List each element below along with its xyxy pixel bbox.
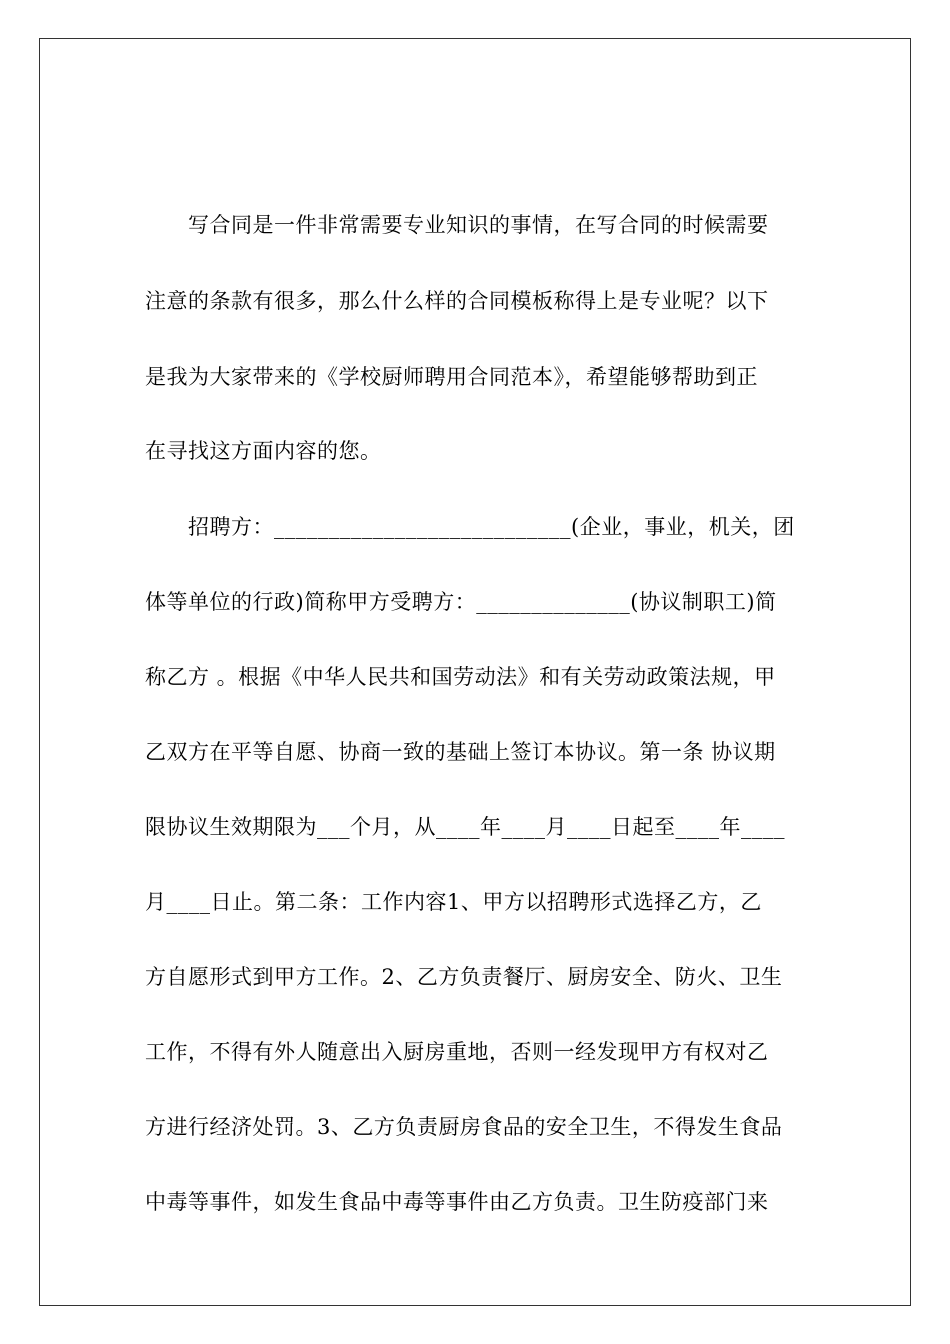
intro-line-4: 在寻找这方面内容的您。 bbox=[145, 439, 382, 463]
contract-line-1: 招聘方：___________________________(企业，事业，机关，团 bbox=[188, 515, 795, 539]
contract-line-7: 方自愿形式到甲方工作。2、乙方负责餐厅、厨房安全、防火、卫生 bbox=[145, 965, 783, 989]
contract-line-3: 称乙方 。根据《中华人民共和国劳动法》和有关劳动政策法规，甲 bbox=[145, 665, 776, 689]
contract-line-10: 中毒等事件，如发生食品中毒等事件由乙方负责。卫生防疫部门来 bbox=[145, 1190, 769, 1214]
contract-line-8: 工作，不得有外人随意出入厨房重地，否则一经发现甲方有权对乙 bbox=[145, 1040, 769, 1064]
contract-line-4: 乙双方在平等自愿、协商一致的基础上签订本协议。第一条 协议期 bbox=[145, 740, 776, 764]
contract-line-6: 月____日止。第二条：工作内容1、甲方以招聘形式选择乙方，乙 bbox=[145, 890, 762, 914]
contract-line-5: 限协议生效期限为___个月，从____年____月____日起至____年____ bbox=[145, 815, 785, 839]
contract-line-2: 体等单位的行政)简称甲方受聘方：______________(协议制职工)简 bbox=[145, 590, 777, 614]
contract-line-9: 方进行经济处罚。3、乙方负责厨房食品的安全卫生，不得发生食品 bbox=[145, 1115, 783, 1139]
intro-line-2: 注意的条款有很多，那么什么样的合同模板称得上是专业呢？以下 bbox=[145, 289, 769, 313]
intro-line-1: 写合同是一件非常需要专业知识的事情，在写合同的时候需要 bbox=[188, 213, 769, 237]
intro-line-3: 是我为大家带来的《学校厨师聘用合同范本》，希望能够帮助到正 bbox=[145, 365, 758, 389]
